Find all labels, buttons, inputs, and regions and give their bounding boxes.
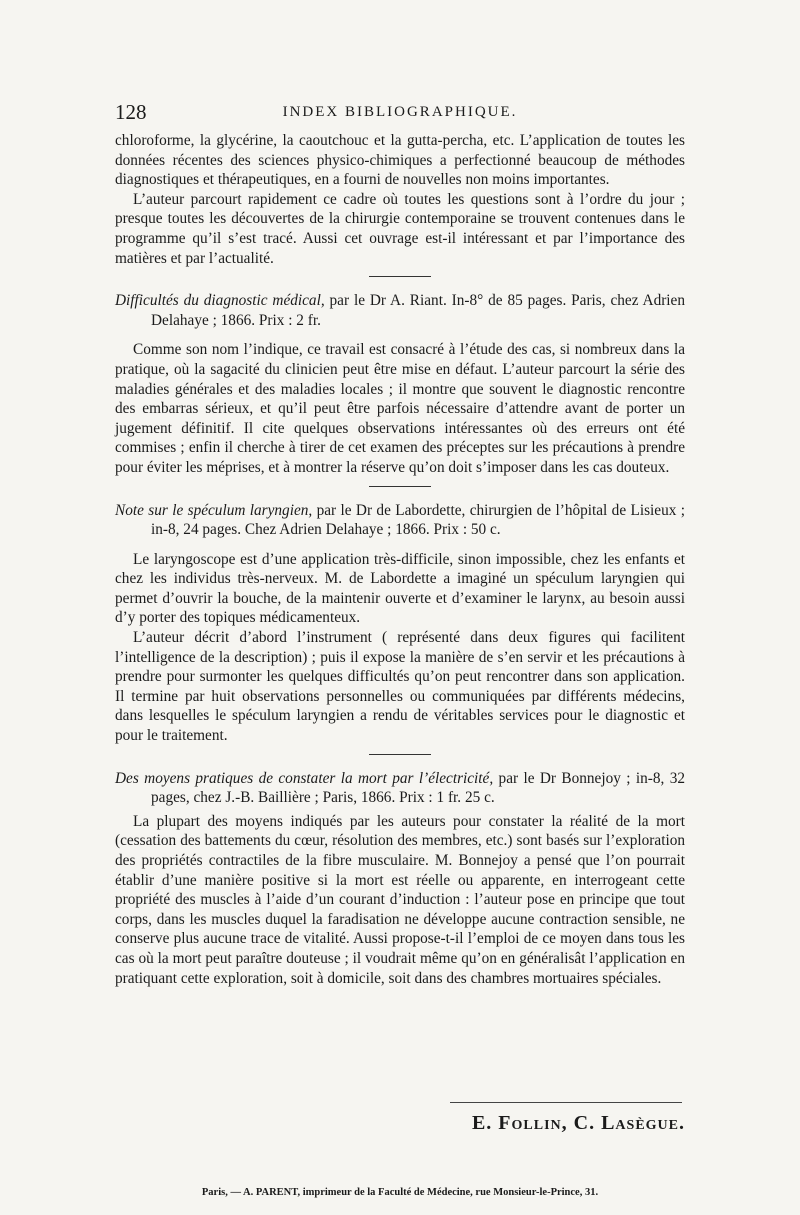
review-paragraph: La plupart des moyens indiqués par les auteurs pour constater la réalité de la mort (cessation des battements du cœur, résolution des membres, etc.) sont basés sur l’exploration des propriétés contractiles de la fibre musculaire. M. Bonnejoy a pensé que l’on pourrait établir d’une manière positive si la mort est réelle ou apparente, en interrogeant cette propriété des muscles à l’aide d’un courant d’induction : l’auteur pose en principe que tout corps, dans les muscles duquel la faradisation ne développe aucune contraction sensible, ne conserve plus aucune trace de vitalité. Aussi propose-t-il l’emploi de ce moyen dans tous les cas où la mort peut paraître douteuse ; il voudrait même qu’on en généralisât l’application en pratiquant cette exploration, soit à domicile, soit dans des chambres mortuaires spéciales. bbox=[115, 812, 685, 987]
review-paragraph: Le laryngoscope est d’une application très-difficile, sinon impossible, chez les enfants et chez les individus très-nerveux. M. de Labordette a imaginé un spéculum laryngien qui permet d’ouvrir la bouche, de la maintenir ouverte et d’examiner le larynx, au besoin aussi d’y porter des topiques médicamenteux. bbox=[115, 550, 685, 627]
intro-paragraph: L’auteur parcourt rapidement ce cadre où toutes les questions sont à l’ordre du jour ; presque toutes les découvertes de la chirurgie contemporaine se trouvent contenues dans le programme qu’il s’est tracé. Aussi cet ouvrage est-il intéressant et par l’importance des matières et par l’actualité. bbox=[115, 190, 685, 267]
running-title: INDEX BIBLIOGRAPHIQUE. bbox=[282, 104, 518, 120]
bibliographic-entry bbox=[115, 769, 685, 808]
section-divider bbox=[369, 486, 431, 487]
printer-imprint: Paris, — A. PARENT, imprimeur de la Faculté de Médecine, rue Monsieur-le-Prince, 31. bbox=[201, 1187, 599, 1198]
entry-title: Difficultés du diagnostic médical, bbox=[115, 292, 325, 310]
intro-paragraph: chloroforme, la glycérine, la caoutchouc et la gutta-percha, etc. L’application de toutes les données récentes des sciences physico-chimiques a perfectionné beaucoup de méthodes diagnostiques et thérapeutiques, en a fourni de nouvelles non moins importantes. bbox=[115, 132, 685, 189]
entry-title: Des moyens pratiques de constater la mort par l’électricité, bbox=[115, 769, 494, 787]
page-body bbox=[115, 131, 685, 988]
entry-title: Note sur le spéculum laryngien, bbox=[115, 501, 313, 519]
signature-rule bbox=[450, 1102, 682, 1103]
entry-citation: par le Dr Bonnejoy ; in-8, 32 pages, chez J.-B. Baillière ; Paris, 1866. Prix : 1 fr. 25 c. bbox=[151, 769, 686, 807]
entry-citation: par le Dr de Labordette, chirurgien de l’hôpital de Lisieux ; in-8, 24 pages. Chez Adrien Delahaye ; 1866. Prix : 50 c. bbox=[151, 501, 685, 539]
review-paragraph: L’auteur décrit d’abord l’instrument ( représenté dans deux figures qui facilitent l’intelligence de la description) ; puis il expose la manière de s’en servir et les précautions à prendre pour surmonter les quelques difficultés qu’on peut rencontrer dans son application. Il termine par huit observations personnelles ou communiquées par différents médecins, dans lesquelles le spéculum laryngien a rendu de véritables services pour le diagnostic et pour le traitement. bbox=[115, 629, 685, 745]
authors-signature: E. Follin, C. Lasègue. bbox=[471, 1112, 685, 1134]
entry-citation: par le Dr A. Riant. In-8° de 85 pages. Paris, chez Adrien Delahaye ; 1866. Prix : 2 fr. bbox=[151, 292, 685, 329]
page-header bbox=[115, 100, 685, 124]
page-number: 128 bbox=[115, 100, 147, 124]
bibliographic-entry bbox=[115, 501, 685, 540]
section-divider bbox=[369, 754, 431, 755]
review-paragraph: Comme son nom l’indique, ce travail est consacré à l’étude des cas, si nombreux dans la pratique, où la sagacité du clinicien peut être mise en défaut. L’auteur parcourt la série des maladies générales et des maladies locales ; il montre que souvent le diagnostic rencontre des embarras sérieux, et qu’il peut être parfois nécessaire d’attendre avant de porter un jugement définitif. Il cite quelques observations intéressantes où des erreurs ont été commises ; enfin il cherche à tirer de cet examen des préceptes sur les précautions à prendre pour éviter les méprises, et à montrer la réserve qu’on doit s’imposer dans les cas douteux. bbox=[115, 341, 685, 476]
section-divider bbox=[369, 276, 431, 277]
bibliographic-entry bbox=[115, 291, 685, 330]
